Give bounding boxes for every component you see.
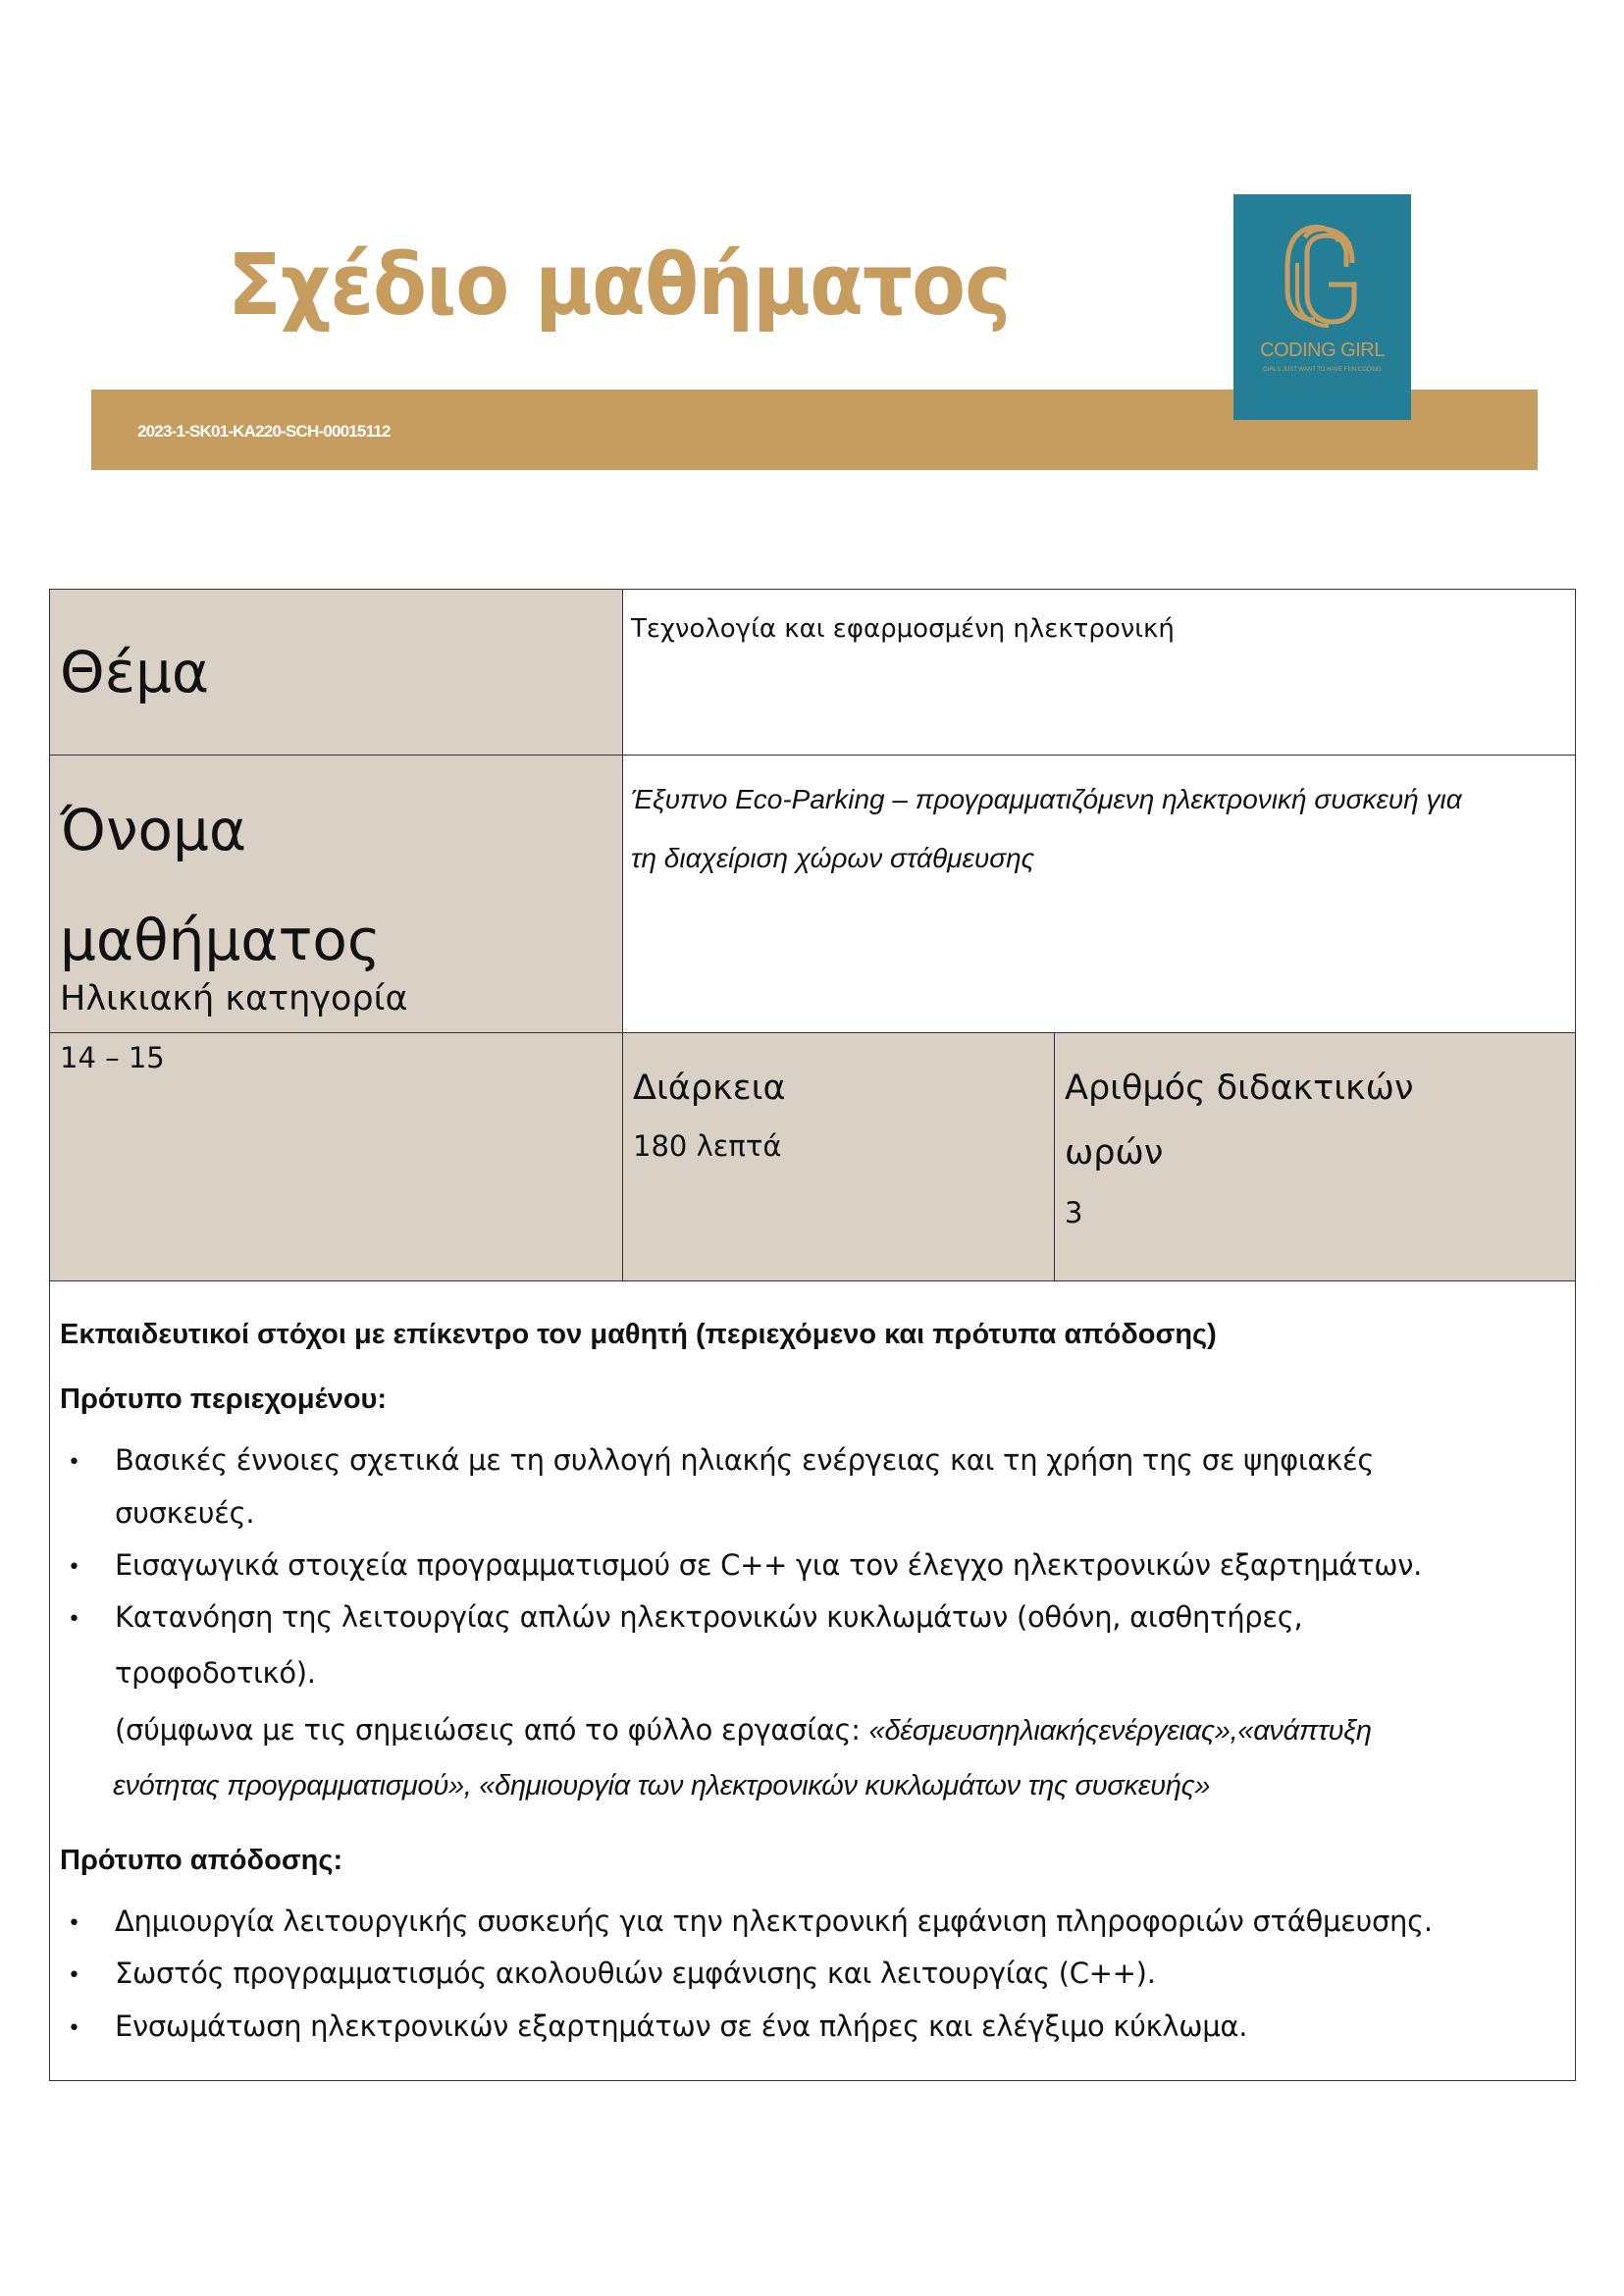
- subject-value-cell: [622, 589, 1576, 757]
- age-category-label: Ηλικιακή κατηγορία: [60, 979, 408, 1018]
- bullet-icon: •: [68, 1450, 80, 1475]
- content-item-3-line2: τροφοδοτικό).: [115, 1656, 316, 1690]
- teaching-hours-label-line1: Αριθμός διδακτικών: [1065, 1069, 1414, 1108]
- bullet-icon: •: [68, 1607, 80, 1632]
- content-note-line1: [115, 1713, 1372, 1748]
- performance-standard-heading: Πρότυπο απόδοσης:: [60, 1845, 343, 1876]
- age-value-cell: [49, 1032, 624, 1282]
- content-item-1-line2: συσκευές.: [115, 1496, 255, 1530]
- performance-item-3: Ενσωμάτωση ηλεκτρονικών εξαρτημάτων σε ένα πλήρες και ελέγξιμο κύκλωμα.: [115, 2009, 1248, 2043]
- coding-girl-logo: [1233, 194, 1411, 420]
- subject-label: Θέμα: [60, 639, 210, 705]
- content-note-prefix: (σύμφωνα με τις σημειώσεις από το φύλλο εργασίας:: [115, 1713, 869, 1747]
- logo-tagline: GIRLS JUST WANT TO HAVE FUN CODING: [1263, 367, 1382, 373]
- subject-value: Τεχνολογία και εφαρμοσμένη ηλεκτρονική: [631, 614, 1175, 644]
- content-note-italic1: «δέσμευσηηλιακήςενέργειας»,«ανάπτυξη: [868, 1715, 1372, 1747]
- logo-name: CODING GIRL: [1260, 339, 1385, 361]
- page-title: Σχέδιο μαθήματος: [228, 236, 1011, 335]
- bullet-icon: •: [68, 1911, 80, 1936]
- content-note-line2: ενότητας προγραμματισμού», «δημιουργία των ηλεκτρονικών κυκλωμάτων της συσκευής»: [113, 1770, 1211, 1801]
- performance-item-1: Δημιουργία λειτουργικής συσκευής για την ηλεκτρονική εμφάνιση πληροφοριών στάθμευσης.: [115, 1905, 1433, 1938]
- bullet-icon: •: [68, 1555, 80, 1580]
- content-item-3-line1: Κατανόηση της λειτουργίας απλών ηλεκτρονικών κυκλωμάτων (οθόνη, αισθητήρες,: [115, 1600, 1303, 1634]
- content-item-1-line1: Βασικές έννοιες σχετικά με τη συλλογή ηλιακής ενέργειας και τη χρήση της σε ψηφιακές: [115, 1443, 1375, 1477]
- lesson-name-label-line1: Όνομα: [60, 797, 247, 863]
- lesson-name-value-line1: Έξυπνο Eco-Parking – προγραμματιζόμενη ηλεκτρονική συσκευή για: [631, 784, 1462, 814]
- duration-label: Διάρκεια: [633, 1069, 786, 1108]
- lesson-name-label-line2: μαθήματος: [60, 907, 381, 973]
- teaching-hours-label-line2: ωρών: [1065, 1133, 1164, 1173]
- subject-label-cell: [49, 589, 624, 757]
- objectives-heading: Εκπαιδευτικοί στόχοι με επίκεντρο τον μαθητή (περιεχόμενο και πρότυπα απόδοσης): [60, 1319, 1217, 1350]
- teaching-hours-value: 3: [1065, 1196, 1083, 1229]
- content-item-2: Εισαγωγικά στοιχεία προγραμματισμού σε C++ για τον έλεγχο ηλεκτρονικών εξαρτημάτων.: [115, 1548, 1423, 1582]
- lesson-name-label-cell: [49, 755, 624, 1034]
- age-category-value: 14 – 15: [60, 1041, 165, 1074]
- bullet-icon: •: [68, 2016, 80, 2041]
- duration-value: 180 λεπτά: [633, 1129, 782, 1163]
- duration-cell: [622, 1032, 1056, 1282]
- teaching-hours-cell: [1054, 1032, 1576, 1282]
- bullet-icon: •: [68, 1963, 80, 1988]
- lesson-name-value-cell: [622, 755, 1576, 1034]
- performance-item-2: Σωστός προγραμματισμός ακολουθιών εμφάνισης και λειτουργίας (C++).: [115, 1957, 1156, 1990]
- project-code: 2023-1-SK01-KA220-SCH-00015112: [137, 422, 391, 441]
- content-standard-heading: Πρότυπο περιεχομένου:: [60, 1383, 388, 1415]
- lesson-name-value-line2: τη διαχείριση χώρων στάθμευσης: [631, 843, 1035, 873]
- objectives-cell: [49, 1280, 1576, 2081]
- cg-monogram-icon: [1276, 224, 1370, 334]
